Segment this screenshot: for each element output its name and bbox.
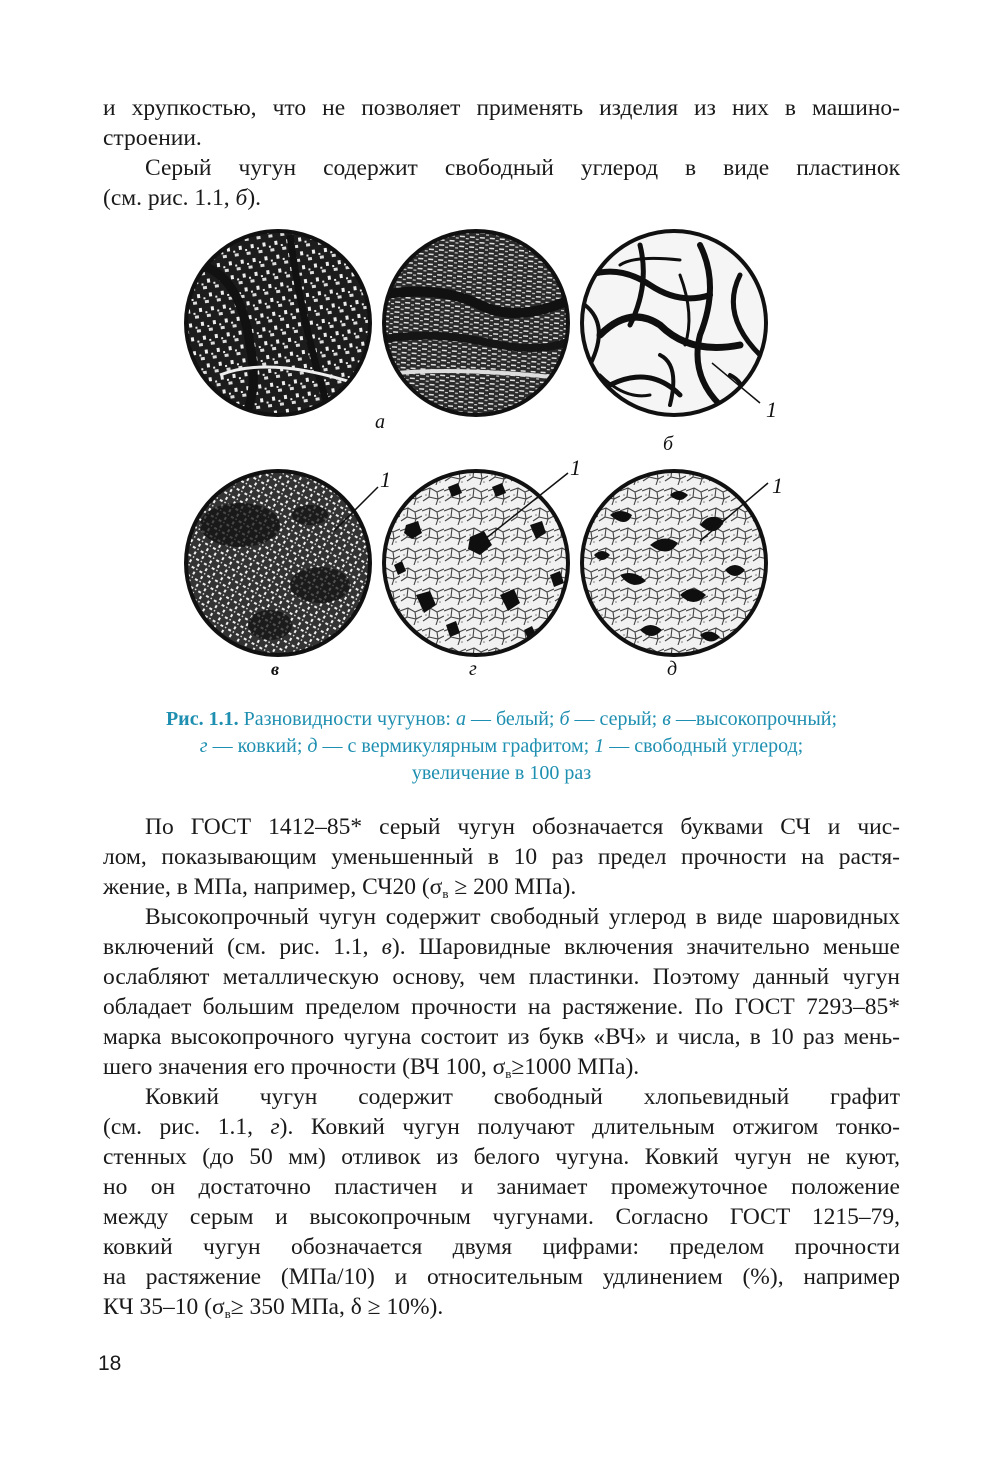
subscript: в	[224, 1306, 231, 1321]
caption-line: увеличение в 100 раз	[411, 762, 592, 784]
panel-label-b: б	[663, 433, 674, 455]
micrograph-flake-graphite	[582, 231, 766, 415]
micrograph-vermicular-graphite	[582, 471, 768, 655]
text-fragment: включений (см. рис. 1.1,	[103, 934, 382, 960]
text-line	[103, 872, 900, 902]
marker-label-1: 1	[766, 397, 777, 422]
caption-text: — ковкий;	[207, 735, 308, 757]
marker-label-1: 1	[380, 467, 391, 492]
micrograph-high-strength-iron	[186, 471, 378, 655]
text-line: между серым и высокопрочным чугунами. Согласно ГОСТ 1215–79,	[103, 1204, 900, 1230]
text-line: Серый чугун содержит свободный углерод в виде пластинок	[145, 155, 900, 181]
text-line: ослабляют металлическую основу, чем пластинки. Поэтому данный чугун	[103, 964, 900, 990]
text-line: но он достаточно пластичен и занимает промежуточное положение	[103, 1174, 900, 1200]
text-fragment: ≥ 200 МПа).	[448, 874, 577, 900]
text-fragment: ). Ковкий чугун получают длительным отжигом тонко-	[279, 1114, 900, 1140]
subscript: в	[442, 886, 449, 901]
text-fragment: шего значения его прочности (ВЧ 100, σ	[103, 1054, 506, 1080]
text-line: Высокопрочный чугун содержит свободный углерод в виде шаровидных	[145, 904, 900, 930]
caption-letter: в	[662, 708, 671, 730]
caption-text: Разновидности чугунов:	[238, 708, 456, 730]
micrographs-svg	[180, 225, 820, 695]
marker-label-1: 1	[570, 455, 581, 480]
caption-line	[103, 706, 900, 733]
caption-text: — свободный углерод;	[604, 735, 804, 757]
text-fragment: ≥ 350 МПа, δ ≥ 10%).	[230, 1294, 444, 1320]
figure-ref: в	[381, 934, 392, 960]
caption-letter: 1	[594, 735, 605, 757]
cast-iron-micrographs-figure	[180, 225, 820, 695]
text-line: лом, показывающим уменьшенный в 10 раз предел прочности на растя-	[103, 844, 900, 870]
text-line: ковкий чугун обозначается двумя цифрами: пределом прочности	[103, 1234, 900, 1260]
caption-label: Рис. 1.1.	[165, 708, 239, 730]
figure-ref: б	[235, 185, 248, 211]
text-line	[103, 932, 900, 962]
text-line	[103, 183, 900, 213]
caption-text: — с вермикулярным графитом;	[317, 735, 595, 757]
text-fragment: КЧ 35–10 (σ	[103, 1294, 225, 1320]
text-fragment: (см. рис. 1.1,	[103, 185, 236, 211]
caption-letter: д	[307, 735, 318, 757]
text-fragment: жение, в МПа, например, СЧ20 (σ	[103, 874, 443, 900]
text-fragment: ≥1000 МПа).	[511, 1054, 640, 1080]
figure-ref: г	[270, 1114, 280, 1140]
text-line	[103, 1052, 900, 1082]
figure-caption	[103, 706, 900, 787]
text-fragment: ).	[247, 185, 262, 211]
text-fragment: ). Шаровидные включения значительно меньше	[391, 934, 900, 960]
micrograph-white-iron	[186, 231, 370, 425]
panel-label-v: в	[271, 659, 280, 679]
micrograph-gray-iron	[380, 231, 580, 415]
text-line: стенных (до 50 мм) отливок из белого чугуна. Ковкий чугун не куют,	[103, 1144, 900, 1170]
panel-label-g: г	[469, 658, 477, 680]
text-line: и хрупкостью, что не позволяет применять изделия из них в машино-	[103, 95, 900, 121]
panel-label-a: а	[375, 411, 385, 433]
text-line: обладает большим пределом прочности на растяжение. По ГОСТ 7293–85*	[103, 994, 900, 1020]
intro-paragraph	[103, 93, 900, 153]
gray-iron-paragraph	[103, 153, 900, 213]
text-line	[103, 1112, 900, 1142]
caption-letter: г	[199, 735, 208, 757]
text-line: строении.	[103, 125, 202, 151]
caption-letter: б	[559, 708, 570, 730]
subscript: в	[505, 1066, 512, 1081]
micrograph-malleable-iron	[384, 471, 568, 655]
caption-line	[103, 733, 900, 760]
high-strength-paragraph	[103, 902, 900, 1082]
text-line: марка высокопрочного чугуна состоит из букв «ВЧ» и числа, в 10 раз мень-	[103, 1024, 900, 1050]
text-line: на растяжение (МПа/10) и относительным удлинением (%), например	[103, 1264, 900, 1290]
gost-paragraph	[103, 812, 900, 902]
panel-label-d: д	[667, 658, 678, 680]
caption-text: — серый;	[569, 708, 663, 730]
text-fragment: (см. рис. 1.1,	[103, 1114, 271, 1140]
text-line: По ГОСТ 1412–85* серый чугун обозначается буквами СЧ и чис-	[145, 814, 900, 840]
page-number: 18	[98, 1352, 122, 1375]
text-line: Ковкий чугун содержит свободный хлопьевидный графит	[145, 1084, 900, 1110]
malleable-paragraph	[103, 1082, 900, 1322]
caption-text: —высокопрочный;	[670, 708, 838, 730]
caption-letter: а	[456, 708, 466, 730]
marker-label-1: 1	[772, 473, 783, 498]
text-line	[103, 1292, 900, 1322]
caption-text: — белый;	[466, 708, 560, 730]
